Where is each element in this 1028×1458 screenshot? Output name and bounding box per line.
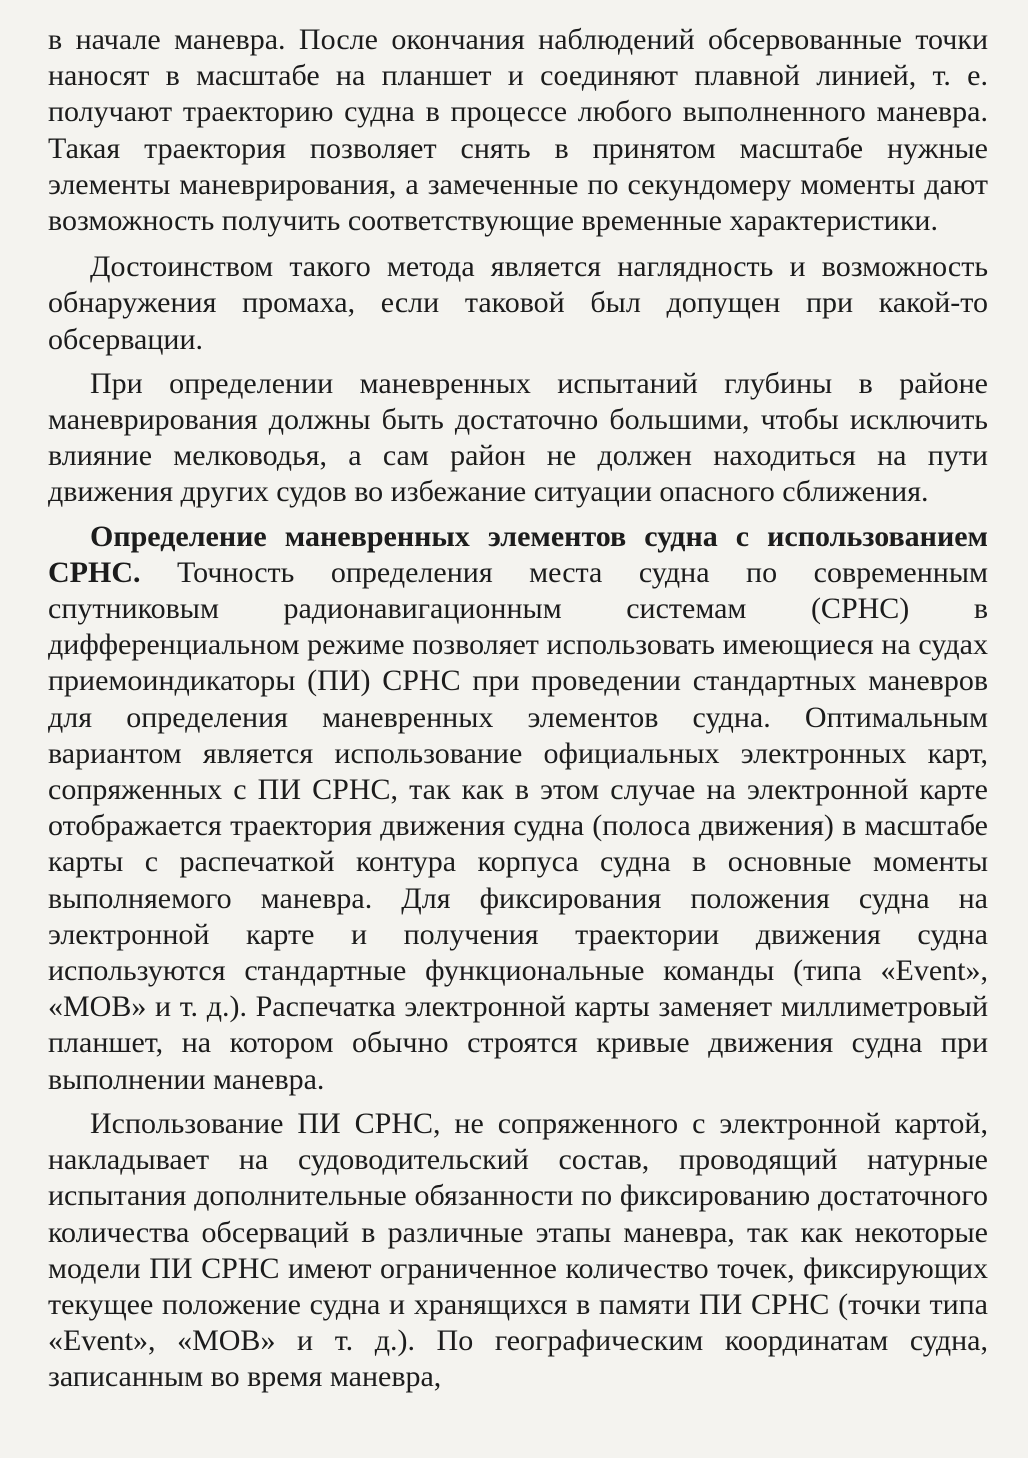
paragraph-3-text: При определении маневренных испытаний глубины в районе маневрирования должны быть достаточно большими, чтобы исключить влияние мелководья, а сам район не должен находиться на пути движения других судов во избежание ситуации опасного сближения. <box>48 366 988 509</box>
paragraph-1 <box>48 22 988 239</box>
paragraph-3 <box>48 366 988 511</box>
paragraph-5-text: Использование ПИ СРНС, не сопряженного с электронной картой, накладывает на судоводительский состав, проводящий натурные испытания дополнительные обязанности по фиксированию достаточного количества обсерваций в различные этапы маневра, так как некоторые модели ПИ СРНС имеют ограниченное количество точек, фиксирующих текущее положение судна и хранящихся в памяти ПИ СРНС (точки типа «Event», «МОВ» и т. д.). По географическим координатам судна, записанным во время маневра, <box>48 1106 988 1394</box>
paragraph-4 <box>48 519 988 1098</box>
paragraph-4-text: Точность определения места судна по современным спутниковым радионавигационным системам (СРНС) в дифференциальном режиме позволяет использовать имеющиеся на судах приемоиндикаторы (ПИ) СРНС при проведении стандартных маневров для определения маневренных элементов судна. Оптимальным вариантом является использование официальных электронных карт, сопряженных с ПИ СРНС, так как в этом случае на электронной карте отображается траектория движения судна (полоса движения) в масштабе карты с распечаткой контура корпуса судна в основные моменты выполняемого маневра. Для фиксирования положения судна на электронной карте и получения траектории движения судна используются стандартные функциональные команды (типа «Event», «МОВ» и т. д.). Распечатка электронной карты заменяет миллиметровый планшет, на котором обычно строятся кривые движения судна при выполнении маневра. <box>48 555 988 1096</box>
paragraph-2-text: Достоинством такого метода является наглядность и возможность обнаружения промаха, если таковой был допущен при какой-то обсервации. <box>48 250 988 356</box>
paragraph-5 <box>48 1106 988 1396</box>
paragraph-1-text: в начале маневра. После окончания наблюдений обсервованные точки наносят в масштабе на планшет и соединяют плавной линией, т. е. получают траекторию судна в процессе любого выполненного маневра. Такая траектория позволяет снять в принятом масштабе нужные элементы маневрирования, а замеченные по секундомеру моменты дают возможность получить соответствующие временные характеристики. <box>48 23 988 238</box>
paragraph-2 <box>48 249 988 358</box>
section-heading: Определение маневренных элементов судна с использованием СРНС. <box>48 519 988 589</box>
page-body <box>48 22 988 1396</box>
